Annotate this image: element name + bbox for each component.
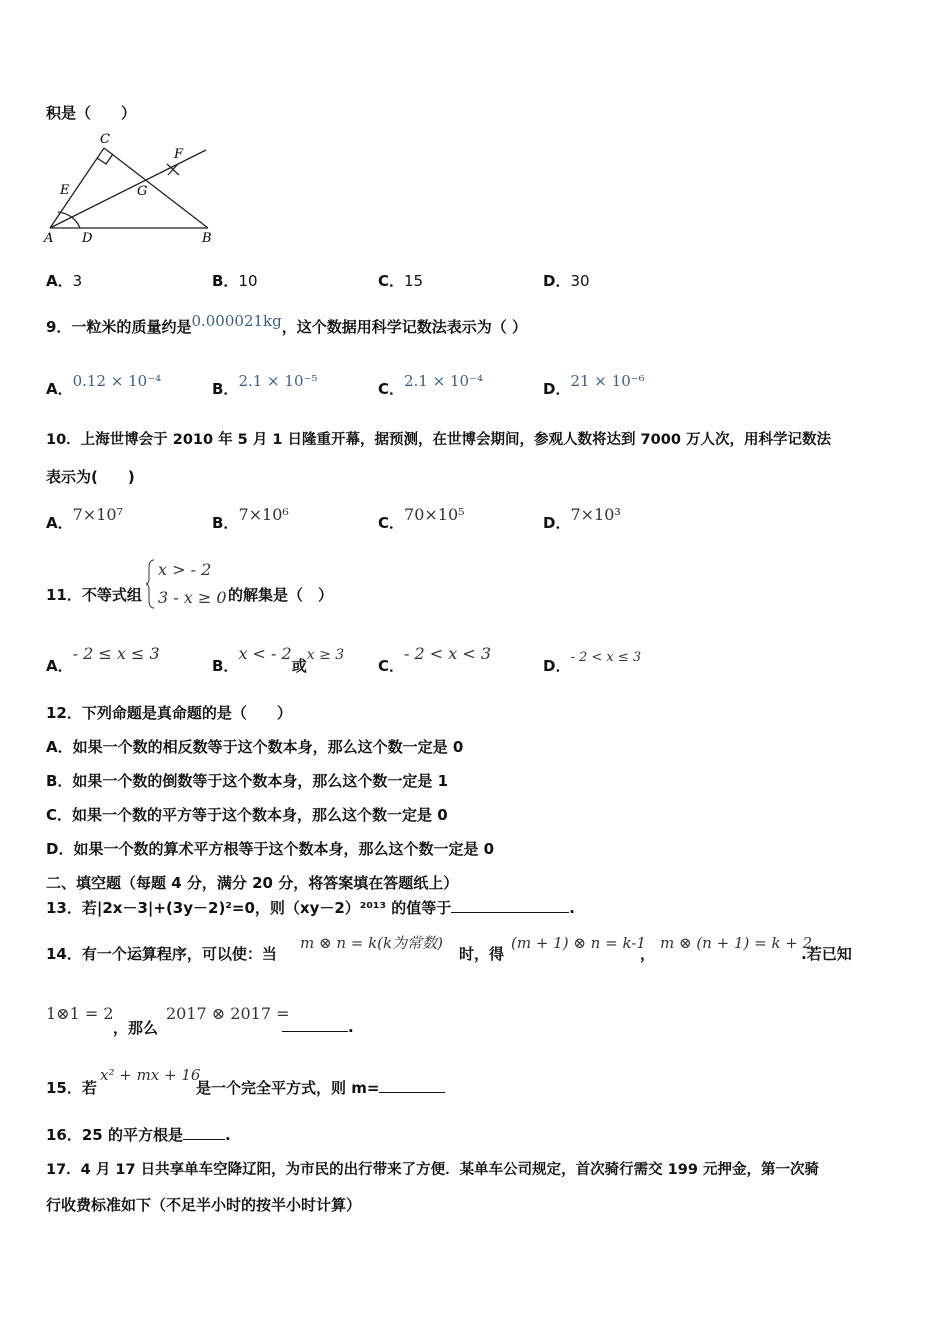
q8-tail: 积是（ ） bbox=[46, 104, 137, 122]
q11-option-b: B．x < - 2或x ≥ 3 bbox=[212, 644, 345, 675]
q14-answer: . bbox=[282, 1017, 354, 1036]
q14-stem: 14．有一个运算程序，可以使：当 bbox=[46, 945, 277, 963]
q14-formula-1: m ⊗ n = k(k为常数) bbox=[300, 934, 443, 952]
q14-formula-4: 1⊗1 = 2 bbox=[46, 1004, 114, 1023]
q10-option-c: C．70×10⁵ bbox=[378, 505, 465, 532]
q15-blank bbox=[379, 1078, 445, 1093]
brace-icon bbox=[146, 558, 156, 610]
q14-formula-3: m ⊗ (n + 1) = k + 2 bbox=[660, 934, 813, 952]
q14-stem-4: ，那么 bbox=[113, 1019, 159, 1037]
q12-option-d: D．如果一个数的算术平方根等于这个数本身，那么这个数一定是 0 bbox=[46, 840, 495, 858]
q17-stem-line2: 行收费标准如下（不足半小时的按半小时计算） bbox=[46, 1196, 362, 1214]
q14-stem-2: 时，得 bbox=[459, 945, 505, 963]
q8-option-b: B．10 bbox=[212, 272, 258, 290]
q9-option-d: D．21 × 10⁻⁶ bbox=[543, 372, 645, 398]
q15-formula: x² + mx + 16 bbox=[100, 1066, 201, 1084]
section-title: 二、填空题（每题 4 分，满分 20 分，将答案填在答题纸上） bbox=[46, 874, 459, 892]
q11-stem: 11．不等式组 bbox=[46, 586, 142, 604]
q10-option-d: D．7×10³ bbox=[543, 505, 621, 532]
q11-stem-tail: 的解集是（ ） bbox=[228, 586, 334, 604]
q17-stem-line1: 17．4 月 17 日共享单车空降辽阳，为市民的出行带来了方便．某单车公司规定，首次骑行需交 199 元押金，第一次骑 bbox=[46, 1162, 819, 1178]
q10-stem-line2: 表示为( ) bbox=[46, 468, 135, 486]
q11-option-a: A．- 2 ≤ x ≤ 3 bbox=[46, 644, 160, 675]
q12-option-c: C．如果一个数的平方等于这个数本身，那么这个数一定是 0 bbox=[46, 806, 448, 824]
label-f: F bbox=[174, 147, 184, 162]
label-b: B bbox=[202, 231, 212, 246]
q16-stem: 16．25 的平方根是 . bbox=[46, 1126, 231, 1144]
q11-option-d: D．- 2 < x ≤ 3 bbox=[543, 650, 642, 675]
q14-formula-2: (m + 1) ⊗ n = k-1 bbox=[511, 934, 646, 952]
q15-stem-2: 是一个完全平方式，则 m= bbox=[196, 1077, 445, 1098]
triangle-figure bbox=[40, 128, 220, 246]
q11-inequality-1: x > - 2 bbox=[158, 560, 212, 579]
q8-option-c: C．15 bbox=[378, 272, 424, 290]
label-a: A bbox=[44, 231, 54, 246]
q12-option-b: B．如果一个数的倒数等于这个数本身，那么这个数一定是 1 bbox=[46, 772, 449, 790]
q10-option-b: B．7×10⁶ bbox=[212, 505, 289, 532]
q10-stem-line1: 10．上海世博会于 2010 年 5 月 1 日隆重开幕，据预测，在世博会期间，参观人数将达到 7000 万人次，用科学记数法 bbox=[46, 432, 831, 448]
q15-stem: 15．若 bbox=[46, 1079, 97, 1097]
q9-option-c: C．2.1 × 10⁻⁴ bbox=[378, 372, 483, 398]
q14-stem-3: .若已知 bbox=[801, 945, 852, 963]
label-g: G bbox=[137, 184, 148, 199]
q8-option-d: D．30 bbox=[543, 272, 590, 290]
label-c: C bbox=[100, 132, 110, 147]
q9-stem: 9．一粒米的质量约是0.000021kg，这个数据用科学记数法表示为（ ） bbox=[46, 312, 527, 336]
q8-option-a: A．3 bbox=[46, 272, 83, 290]
q12-option-a: A．如果一个数的相反数等于这个数本身，那么这个数一定是 0 bbox=[46, 738, 464, 756]
q9-option-a: A．0.12 × 10⁻⁴ bbox=[46, 372, 162, 398]
q11-inequality-2: 3 - x ≥ 0 bbox=[158, 588, 227, 607]
q11-option-c: C．- 2 < x < 3 bbox=[378, 644, 492, 675]
label-e: E bbox=[60, 183, 70, 198]
q13-stem: 13．若|2x－3|+(3y－2)²=0，则（xy－2）²⁰¹³ 的值等于 . bbox=[46, 899, 575, 917]
q12-stem: 12．下列命题是真命题的是（ ） bbox=[46, 704, 292, 722]
q14-formula-5: 2017 ⊗ 2017 = bbox=[166, 1004, 290, 1023]
q10-option-a: A．7×10⁷ bbox=[46, 505, 123, 532]
label-d: D bbox=[82, 231, 93, 246]
q9-option-b: B．2.1 × 10⁻⁵ bbox=[212, 372, 318, 398]
q14-comma: ， bbox=[640, 945, 656, 963]
